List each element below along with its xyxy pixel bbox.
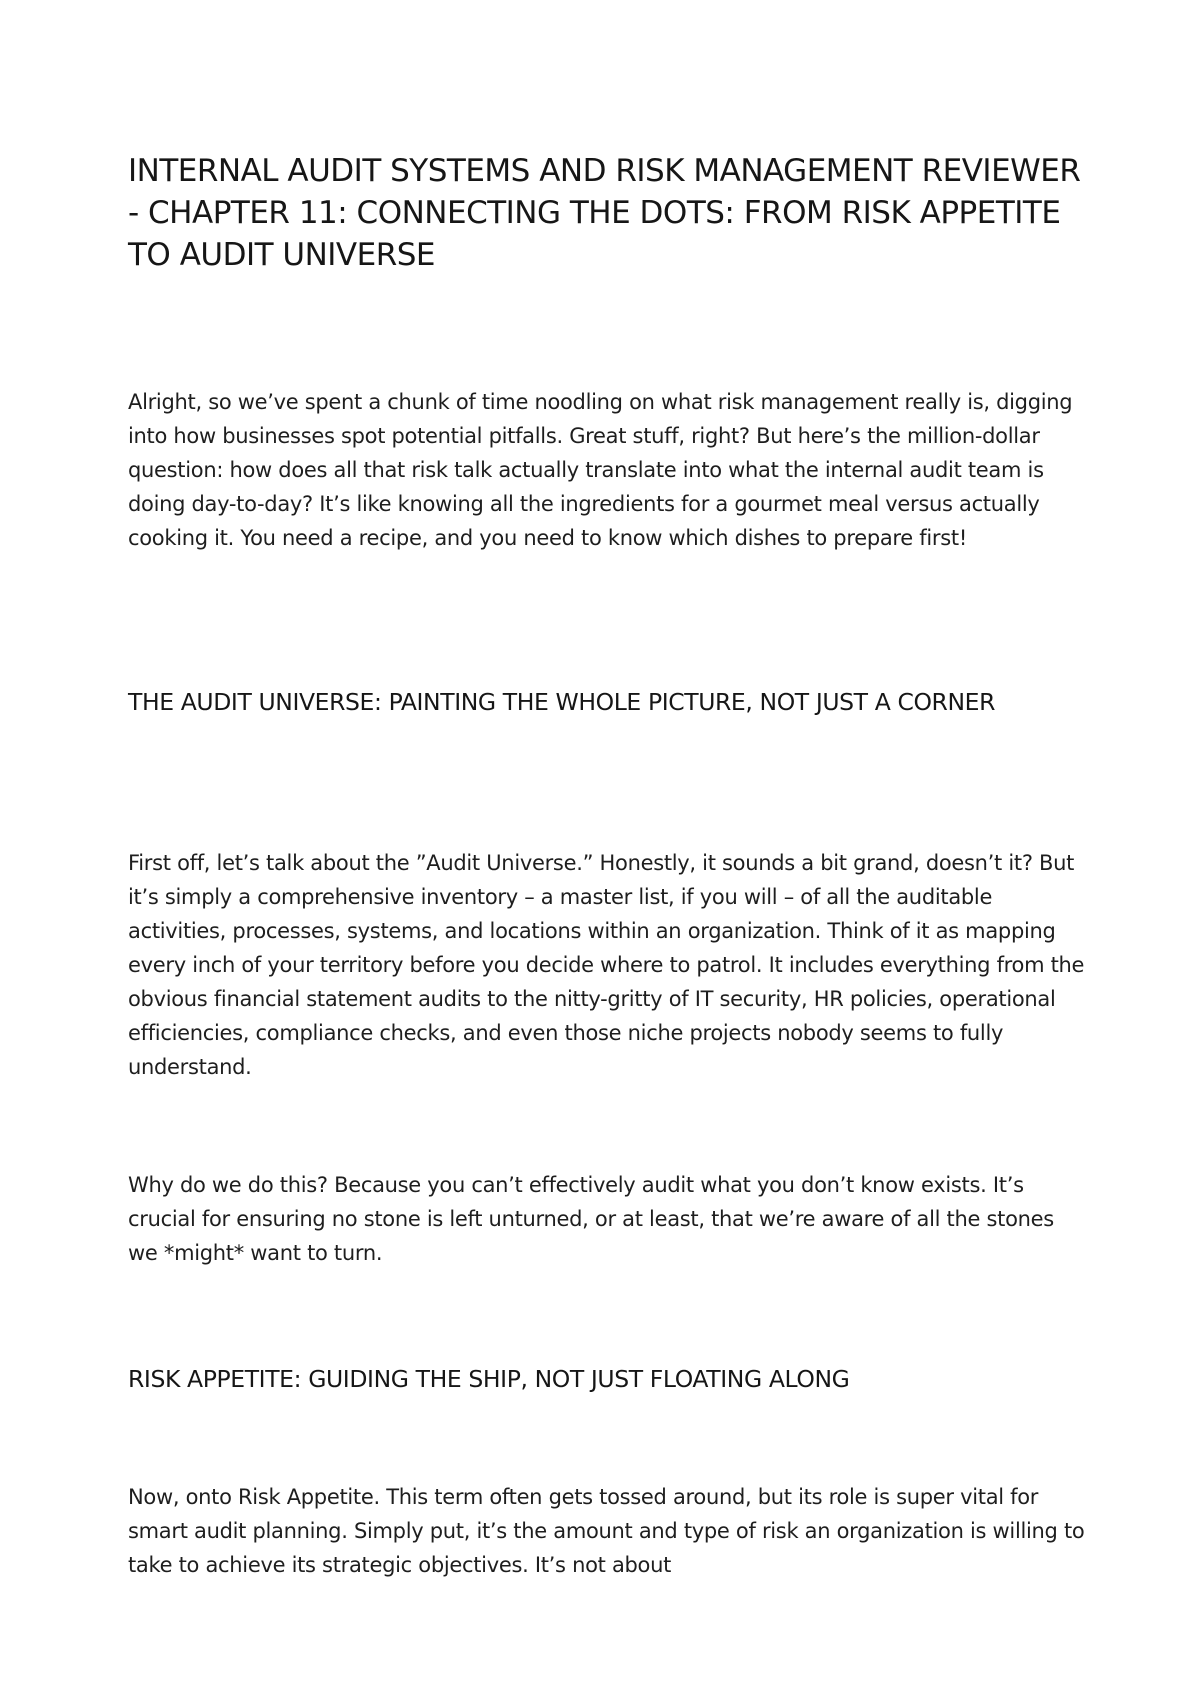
risk-appetite-paragraph-1: Now, onto Risk Appetite. This term often gets tossed around, but its role is super vital for smart audit planning. Simply put, it’s the amount and type of risk an organization is willing to take to achieve its strategic objectives. It’s not about (128, 1485, 1085, 1577)
section-heading-risk-appetite: RISK APPETITE: GUIDING THE SHIP, NOT JUST FLOATING ALONG (128, 1365, 850, 1393)
audit-universe-paragraph-2: Why do we do this? Because you can’t effectively audit what you don’t know exists. It’s crucial for ensuring no stone is left unturned, or at least, that we’re aware of all the stones we *might* want to turn. (128, 1173, 1054, 1265)
document-title: INTERNAL AUDIT SYSTEMS AND RISK MANAGEMENT REVIEWER - CHAPTER 11: CONNECTING THE DOTS: FROM RISK APPETITE TO AUDIT UNIVERSE (128, 153, 1081, 273)
intro-paragraph: Alright, so we’ve spent a chunk of time noodling on what risk management really is, digging into how businesses spot potential pitfalls. Great stuff, right? But here’s the million-dollar question: how does all that risk talk actually translate into what the internal audit team is doing day-to-day? It’s like knowing all the ingredients for a gourmet meal versus actually cooking it. You need a recipe, and you need to know which dishes to prepare first! (128, 390, 1073, 550)
audit-universe-paragraph-1: First off, let’s talk about the ”Audit Universe.” Honestly, it sounds a bit grand, doesn’t it? But it’s simply a comprehensive inventory – a master list, if you will – of all the auditable activities, processes, systems, and locations within an organization. Think of it as mapping every inch of your territory before you decide where to patrol. It includes everything from the obvious financial statement audits to the nitty-gritty of IT security, HR policies, operational efficiencies, compliance checks, and even those niche projects nobody seems to fully understand. (128, 851, 1085, 1079)
section-heading-audit-universe: THE AUDIT UNIVERSE: PAINTING THE WHOLE PICTURE, NOT JUST A CORNER (128, 688, 996, 716)
